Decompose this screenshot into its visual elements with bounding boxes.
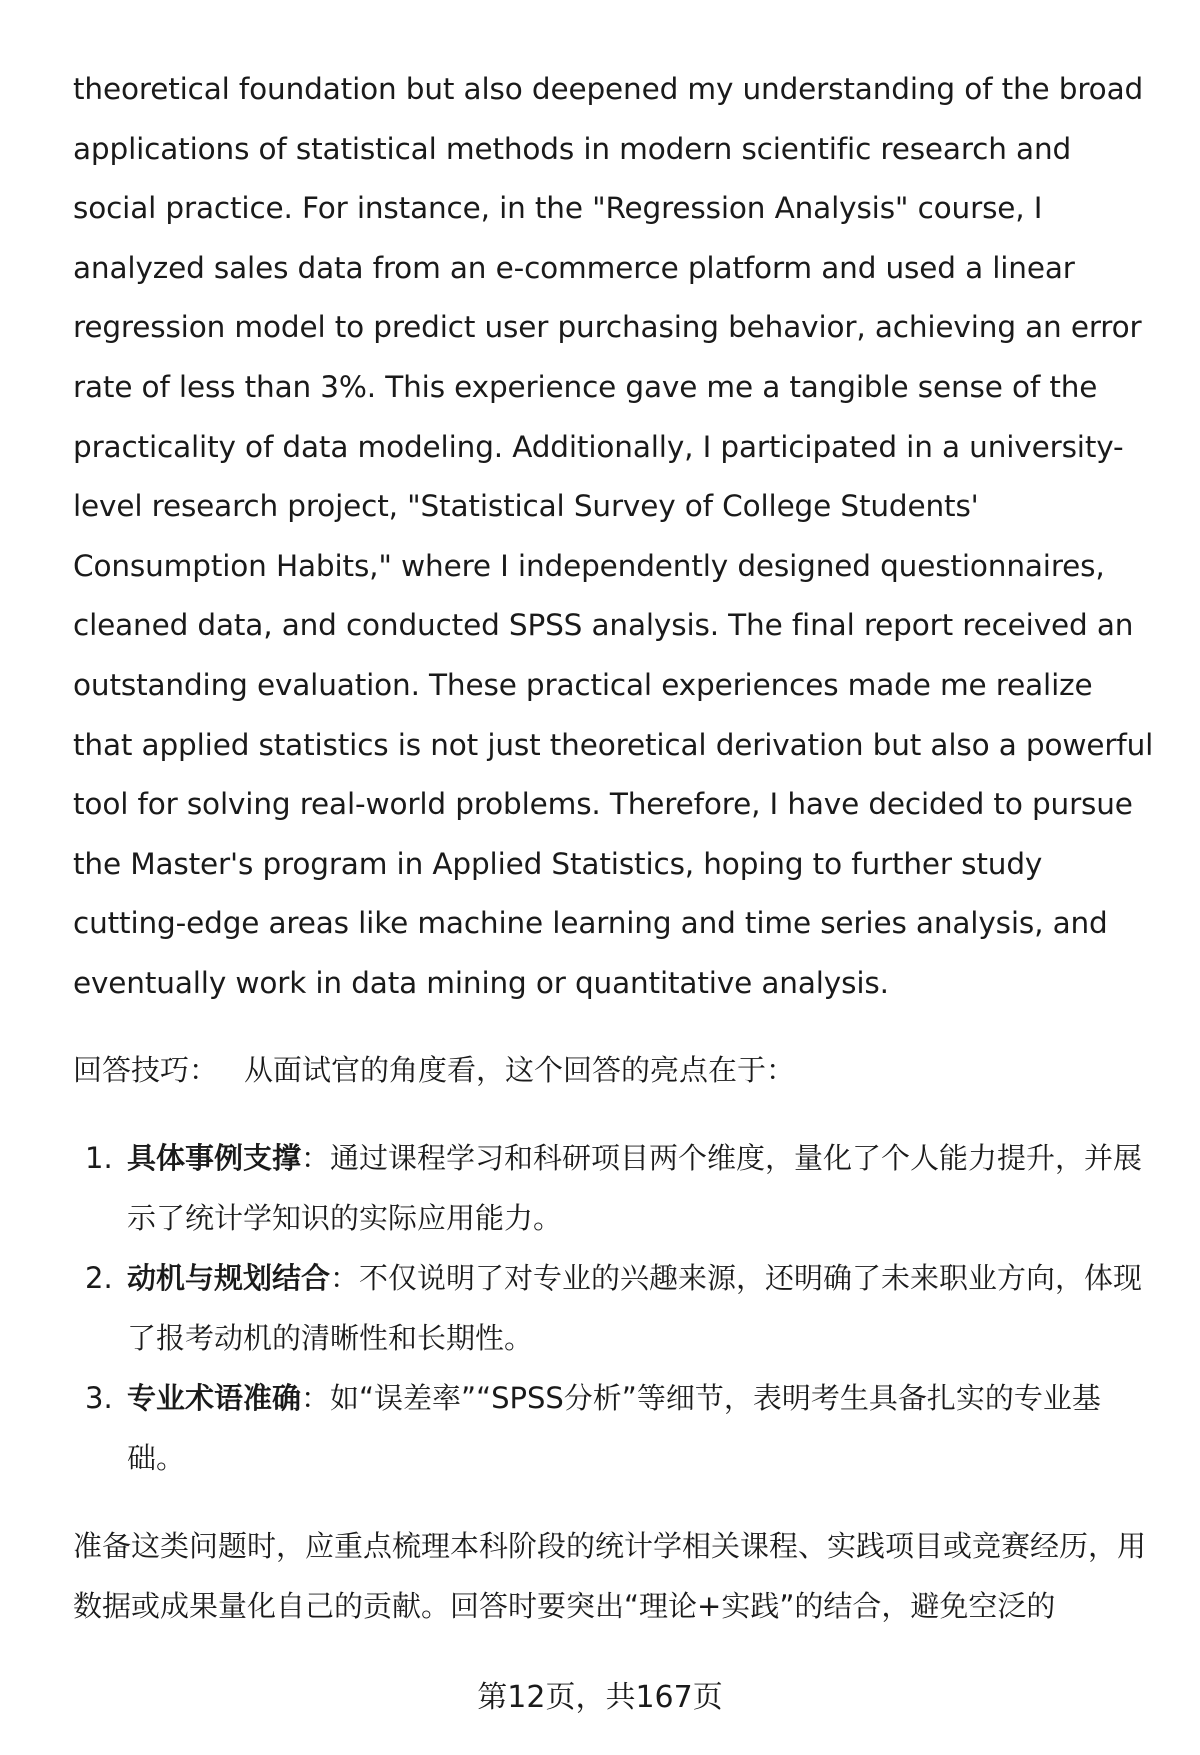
tips-intro-text: 从面试官的角度看，这个回答的亮点在于： xyxy=(244,1052,796,1087)
list-item-term: 具体事例支撑 xyxy=(127,1140,302,1175)
list-item-number: 3. xyxy=(85,1380,113,1415)
answer-tips-intro xyxy=(73,1040,1158,1100)
list-item xyxy=(73,1368,1158,1488)
list-item-term: 专业术语准确 xyxy=(127,1380,302,1415)
english-answer-paragraph: theoretical foundation but also deepened my understanding of the broad applications of statistical methods in modern scientific research and social practice. For instance, in the "Regression Analysis" course, I analyzed sales data from an e-commerce platform and used a linear regression model to predict user purchasing behavior, achieving an error rate of less than 3%. This experience gave me a tangible sense of the practicality of data modeling. Additionally, I participated in a university-level research project, "Statistical Survey of College Students' Consumption Habits," where I independently designed questionnaires, cleaned data, and conducted SPSS analysis. The final report received an outstanding evaluation. These practical experiences made me realize that applied statistics is not just theoretical derivation but also a powerful tool for solving real-world problems. Therefore, I have decided to pursue the Master's program in Applied Statistics, hoping to further study cutting-edge areas like machine learning and time series analysis, and eventually work in data mining or quantitative analysis. xyxy=(73,72,1154,1000)
list-item xyxy=(73,1248,1158,1368)
page-content xyxy=(73,60,1158,1665)
highlight-points-list xyxy=(73,1128,1158,1488)
list-item-number: 1. xyxy=(85,1140,113,1175)
tips-label: 回答技巧： xyxy=(73,1052,219,1087)
list-item-text: ：通过课程学习和科研项目两个维度，量化了个人能力提升，并展示了统计学知识的实际应用能力。 xyxy=(127,1140,1143,1235)
list-item-text: ：如“误差率”“SPSS分析”等细节，表明考生具备扎实的专业基础。 xyxy=(127,1380,1101,1475)
list-item-term: 动机与规划结合 xyxy=(127,1260,331,1295)
list-item-number: 2. xyxy=(85,1260,113,1295)
page-number-footer: 第12页，共167页 xyxy=(477,1680,723,1715)
list-item-text: ：不仅说明了对专业的兴趣来源，还明确了未来职业方向，体现了报考动机的清晰性和长期性。 xyxy=(127,1260,1143,1355)
list-item xyxy=(73,1128,1158,1248)
closing-paragraph: 准备这类问题时，应重点梳理本科阶段的统计学相关课程、实践项目或竞赛经历，用数据或成果量化自己的贡献。回答时要突出“理论+实践”的结合，避免空泛的 xyxy=(73,1528,1147,1623)
